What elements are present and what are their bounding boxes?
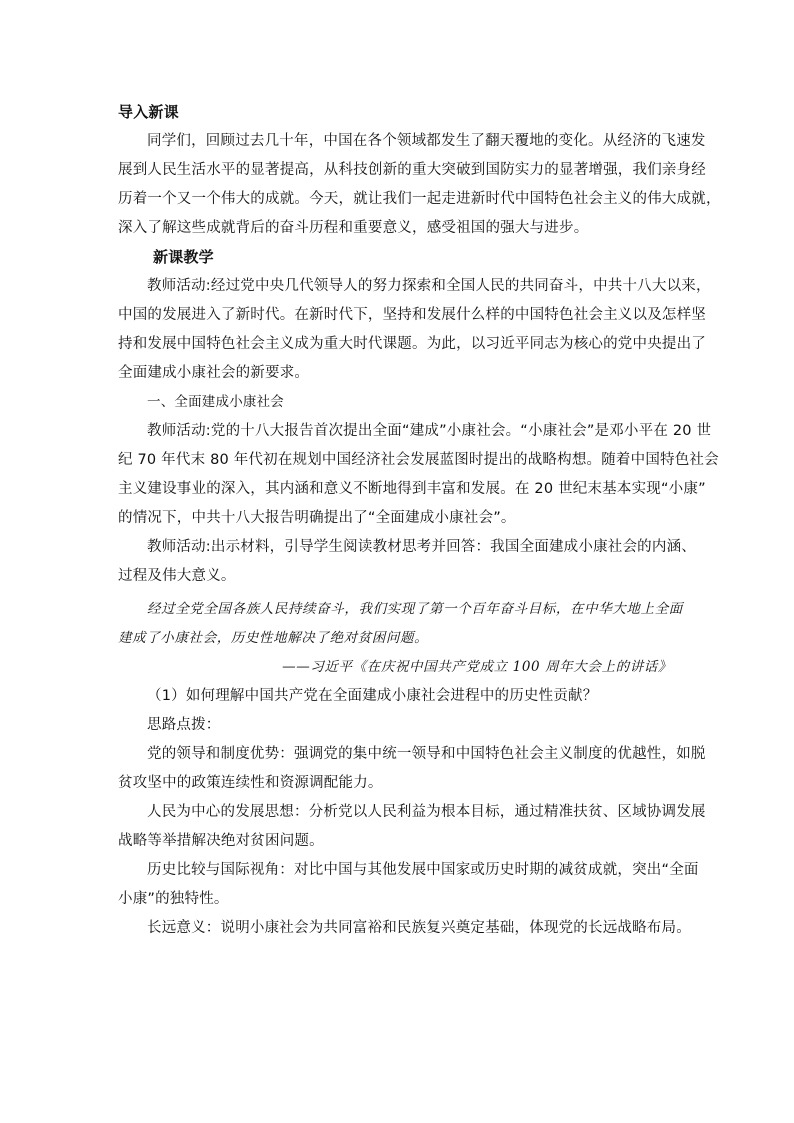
paragraph-line: 贫攻坚中的政策连续性和资源调配能力。	[118, 775, 383, 791]
paragraph-line: 同学们，回顾过去几十年，中国在各个领域都发生了翻天覆地的变化。从经济的飞速发	[147, 133, 706, 149]
paragraph-line: 的情况下，中共十八大报告明确提出了“全面建成小康社会”。	[118, 510, 516, 526]
quote-block	[118, 595, 683, 682]
hint-item	[118, 798, 706, 856]
question-1: （1）如何理解中国共产党在全面建成小康社会进程中的历史性贡献？	[147, 688, 598, 704]
quote-line: 建成了小康社会，历史性地解决了绝对贫困问题。	[118, 630, 429, 646]
paragraph-line: 党的领导和制度优势：强调党的集中统一领导和中国特色社会主义制度的优越性，如脱	[147, 746, 706, 762]
paragraph-line: 持和发展中国特色社会主义成为重大时代课题。为此，以习近平同志为核心的党中央提出了	[118, 336, 706, 352]
hint-item	[118, 856, 699, 914]
paragraph-line: 人民为中心的发展思想：分析党以人民利益为根本目标，通过精准扶贫、区域协调发展	[147, 804, 706, 820]
document-page	[118, 98, 721, 943]
paragraph-line: 深入了解这些成就背后的奋斗历程和重要意义，感受祖国的强大与进步。	[118, 220, 589, 236]
paragraph-line: 教师活动:党的十八大报告首次提出全面“建成”小康社会。“小康社会”是邓小平在 20 世	[147, 423, 712, 439]
quote-line: 经过全党全国各族人民持续奋斗，我们实现了第一个百年奋斗目标，在中华大地上全面	[147, 601, 683, 617]
paragraph-line: 小康”的独特性。	[118, 891, 229, 907]
lesson-paragraph-3	[118, 533, 696, 591]
section-title-lesson: 新课教学	[153, 248, 214, 266]
subsection-title: 一、全面建成小康社会	[147, 394, 284, 410]
hint-title: 思路点拨：	[147, 717, 221, 733]
hint-item	[118, 914, 691, 943]
intro-paragraph	[118, 127, 721, 243]
paragraph-line: 纪 70 年代末 80 年代初在规划中国经济社会发展蓝图时提出的战略构想。随着中国特色社会	[118, 452, 719, 468]
paragraph-line: 全面建成小康社会的新要求。	[118, 365, 310, 381]
paragraph-line: 中国的发展进入了新时代。在新时代下，坚持和发展什么样的中国特色社会主义以及怎样坚	[118, 307, 706, 323]
paragraph-line: 历史比较与国际视角：对比中国与其他发展中国家或历史时期的减贫成就，突出“全面	[147, 862, 699, 878]
paragraph-line: 战略等举措解决绝对贫困问题。	[118, 833, 324, 849]
quote-source: ——习近平《在庆祝中国共产党成立 100 周年大会上的讲话》	[282, 659, 672, 675]
paragraph-line: 主义建设事业的深入，其内涵和意义不断地得到丰富和发展。在 20 世纪末基本实现“小康”	[118, 481, 706, 497]
paragraph-line: 长远意义：说明小康社会为共同富裕和民族复兴奠定基础，体现党的长远战略布局。	[147, 920, 691, 936]
hint-item	[118, 740, 706, 798]
paragraph-line: 过程及伟大意义。	[118, 568, 236, 584]
paragraph-line: 教师活动:出示材料，引导学生阅读教材思考并回答：我国全面建成小康社会的内涵、	[147, 539, 696, 555]
paragraph-line: 教师活动:经过党中央几代领导人的努力探索和全国人民的共同奋斗，中共十八大以来，	[147, 278, 711, 294]
lesson-paragraph-1	[118, 272, 711, 388]
paragraph-line: 展到人民生活水平的显著提高，从科技创新的重大突破到国防实力的显著增强，我们亲身经	[118, 162, 706, 178]
lesson-paragraph-2	[118, 417, 719, 533]
section-title-intro: 导入新课	[118, 103, 179, 121]
paragraph-line: 历着一个又一个伟大的成就。今天，就让我们一起走进新时代中国特色社会主义的伟大成就，	[118, 191, 721, 207]
